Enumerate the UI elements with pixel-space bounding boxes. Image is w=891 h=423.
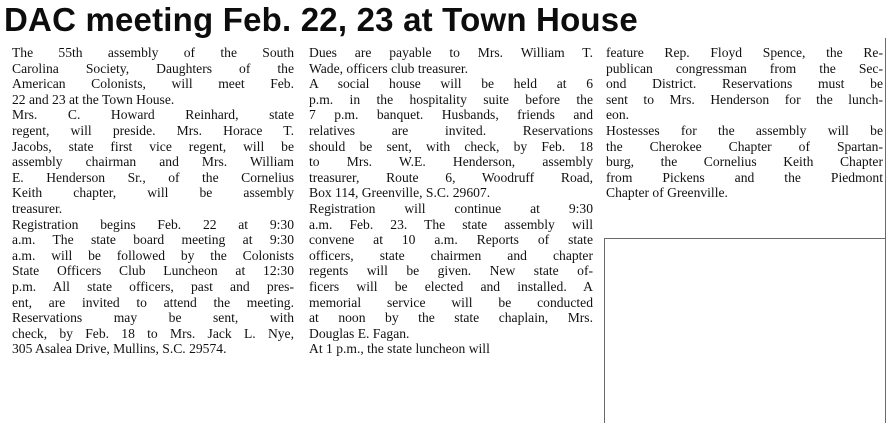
text-line: from Pickens and the Piedmont (606, 169, 883, 185)
text-line: treasurer, Route 6, Woodruff Road, (309, 169, 593, 185)
text-line: Registration begins Feb. 22 at 9:30 (12, 216, 294, 232)
text-line: ond District. Reservations must be (606, 76, 883, 92)
text-line: 7 p.m. banquet. Husbands, friends and (309, 107, 593, 123)
text-line: The 55th assembly of the South (12, 45, 294, 60)
text-line: Wade, officers club treasurer. (309, 60, 469, 76)
adjacent-box-border-top (604, 238, 885, 239)
text-line: Box 114, Greenville, S.C. 29607. (309, 185, 491, 201)
text-line: check, by Feb. 18 to Mrs. Jack L. Nye, (12, 325, 294, 341)
article-column-1 (12, 45, 294, 357)
article-column-2 (309, 45, 593, 357)
text-line: regents will be given. New state of- (309, 263, 593, 279)
text-line: Dues are payable to Mrs. William T. (309, 45, 593, 60)
text-line: publican congressman from the Sec- (606, 60, 883, 76)
text-line: Jacobs, state first vice regent, will be (12, 138, 294, 154)
text-line: burg, the Cornelius Keith Chapter (606, 154, 883, 170)
text-line: at noon by the state chaplain, Mrs. (309, 310, 593, 326)
text-line: p.m. All state officers, past and pres- (12, 278, 294, 294)
text-line: American Colonists, will meet Feb. (12, 76, 294, 92)
text-line: should be sent, with check, by Feb. 18 (309, 138, 593, 154)
text-line: a.m. The state board meeting at 9:30 (12, 232, 294, 248)
text-line: the Cherokee Chapter of Spartan- (606, 138, 883, 154)
text-line: ficers will be elected and installed. A (309, 278, 593, 294)
text-line: 305 Asalea Drive, Mullins, S.C. 29574. (12, 341, 227, 357)
text-line: Keith chapter, will be assembly (12, 185, 294, 201)
text-line: to Mrs. W.E. Henderson, assembly (309, 154, 593, 170)
text-line: memorial service will be conducted (309, 294, 593, 310)
text-line: At 1 p.m., the state luncheon will (309, 341, 490, 357)
text-line: Carolina Society, Daughters of the (12, 60, 294, 76)
text-line: A social house will be held at 6 (309, 76, 593, 92)
text-line: 22 and 23 at the Town House. (12, 91, 175, 107)
text-line: p.m. in the hospitality suite before the (309, 91, 593, 107)
text-line: E. Henderson Sr., of the Cornelius (12, 169, 294, 185)
text-line: Chapter of Greenville. (606, 185, 728, 201)
text-line: officers, state chairmen and chapter (309, 247, 593, 263)
text-line: Douglas E. Fagan. (309, 325, 410, 341)
text-line: ent, are invited to attend the meeting. (12, 294, 294, 310)
article-column-3 (606, 45, 883, 201)
text-line: assembly chairman and Mrs. William (12, 154, 294, 170)
adjacent-box-border-left (604, 238, 605, 423)
text-line: feature Rep. Floyd Spence, the Re- (606, 45, 883, 60)
text-line: treasurer. (12, 200, 63, 216)
text-line: Registration will continue at 9:30 (309, 200, 593, 216)
text-line: sent to Mrs. Henderson for the lunch- (606, 91, 883, 107)
text-line: regent, will preside. Mrs. Horace T. (12, 122, 294, 138)
text-line: Reservations may be sent, with (12, 310, 294, 326)
text-line: State Officers Club Luncheon at 12:30 (12, 263, 294, 279)
text-line: Hostesses for the assembly will be (606, 122, 883, 138)
text-line: a.m. will be followed by the Colonists (12, 247, 294, 263)
column-border-right (885, 38, 886, 423)
text-line: Mrs. C. Howard Reinhard, state (12, 107, 294, 123)
text-line: relatives are invited. Reservations (309, 122, 593, 138)
headline: DAC meeting Feb. 22, 23 at Town House (4, 1, 638, 38)
text-line: a.m. Feb. 23. The state assembly will (309, 216, 593, 232)
text-line: convene at 10 a.m. Reports of state (309, 232, 593, 248)
text-line: eon. (606, 107, 630, 123)
